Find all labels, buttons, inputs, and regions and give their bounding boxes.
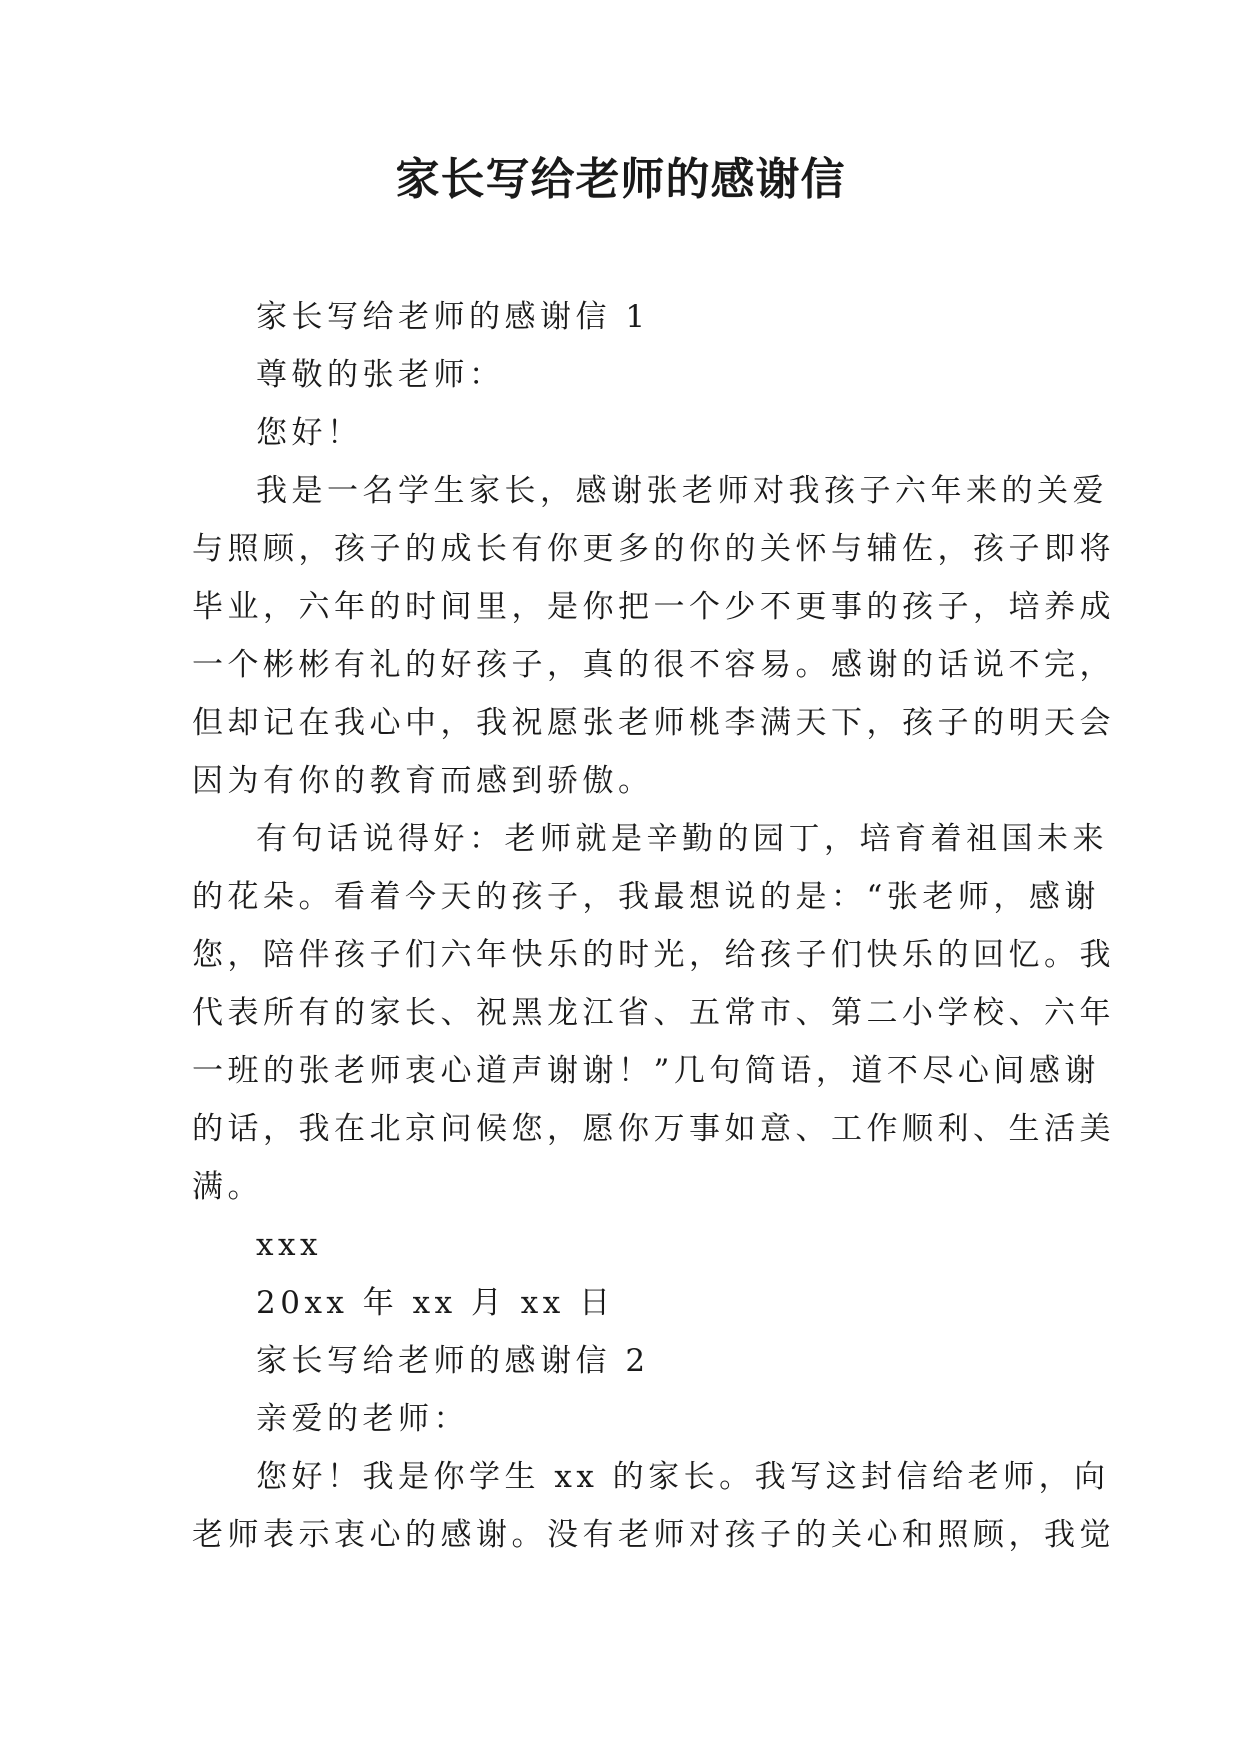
text-line: 您好！我是你学生 xx 的家长。我写这封信给老师，向 — [256, 1459, 1110, 1495]
text-line: 您好！ — [256, 415, 363, 451]
text-line: 您，陪伴孩子们六年快乐的时光，给孩子们快乐的回忆。我 — [192, 937, 1115, 973]
text-line: 代表所有的家长、祝黑龙江省、五常市、第二小学校、六年 — [192, 995, 1115, 1031]
document-body — [192, 288, 1115, 1564]
text-line: 我是一名学生家长，感谢张老师对我孩子六年来的关爱 — [256, 473, 1108, 509]
document-title: 家长写给老师的感谢信 — [395, 154, 846, 205]
text-line: 尊敬的张老师： — [256, 357, 505, 393]
text-line: 一班的张老师衷心道声谢谢！”几句简语，道不尽心间感谢 — [192, 1053, 1100, 1089]
text-line: 满。 — [192, 1169, 263, 1205]
text-line: 一个彬彬有礼的好孩子，真的很不容易。感谢的话说不完， — [192, 647, 1115, 683]
text-line: 老师表示衷心的感谢。没有老师对孩子的关心和照顾，我觉 — [192, 1517, 1115, 1553]
text-line: 毕业，六年的时间里，是你把一个少不更事的孩子，培养成 — [192, 589, 1115, 625]
text-line: 的花朵。看着今天的孩子，我最想说的是：“张老师，感谢 — [192, 879, 1100, 915]
text-line: 有句话说得好：老师就是辛勤的园丁，培育着祖国未来 — [256, 821, 1108, 857]
text-line: 20xx 年 xx 月 xx 日 — [256, 1285, 615, 1321]
text-line: 家长写给老师的感谢信 2 — [256, 1343, 650, 1379]
text-line: 因为有你的教育而感到骄傲。 — [192, 763, 654, 799]
text-line: xxx — [256, 1227, 322, 1263]
text-line: 与照顾，孩子的成长有你更多的你的关怀与辅佐，孩子即将 — [192, 531, 1115, 567]
text-line: 的话，我在北京问候您，愿你万事如意、工作顺利、生活美 — [192, 1111, 1115, 1147]
text-line: 亲爱的老师： — [256, 1401, 469, 1437]
text-line: 家长写给老师的感谢信 1 — [256, 299, 650, 335]
text-line: 但却记在我心中，我祝愿张老师桃李满天下，孩子的明天会 — [192, 705, 1115, 741]
